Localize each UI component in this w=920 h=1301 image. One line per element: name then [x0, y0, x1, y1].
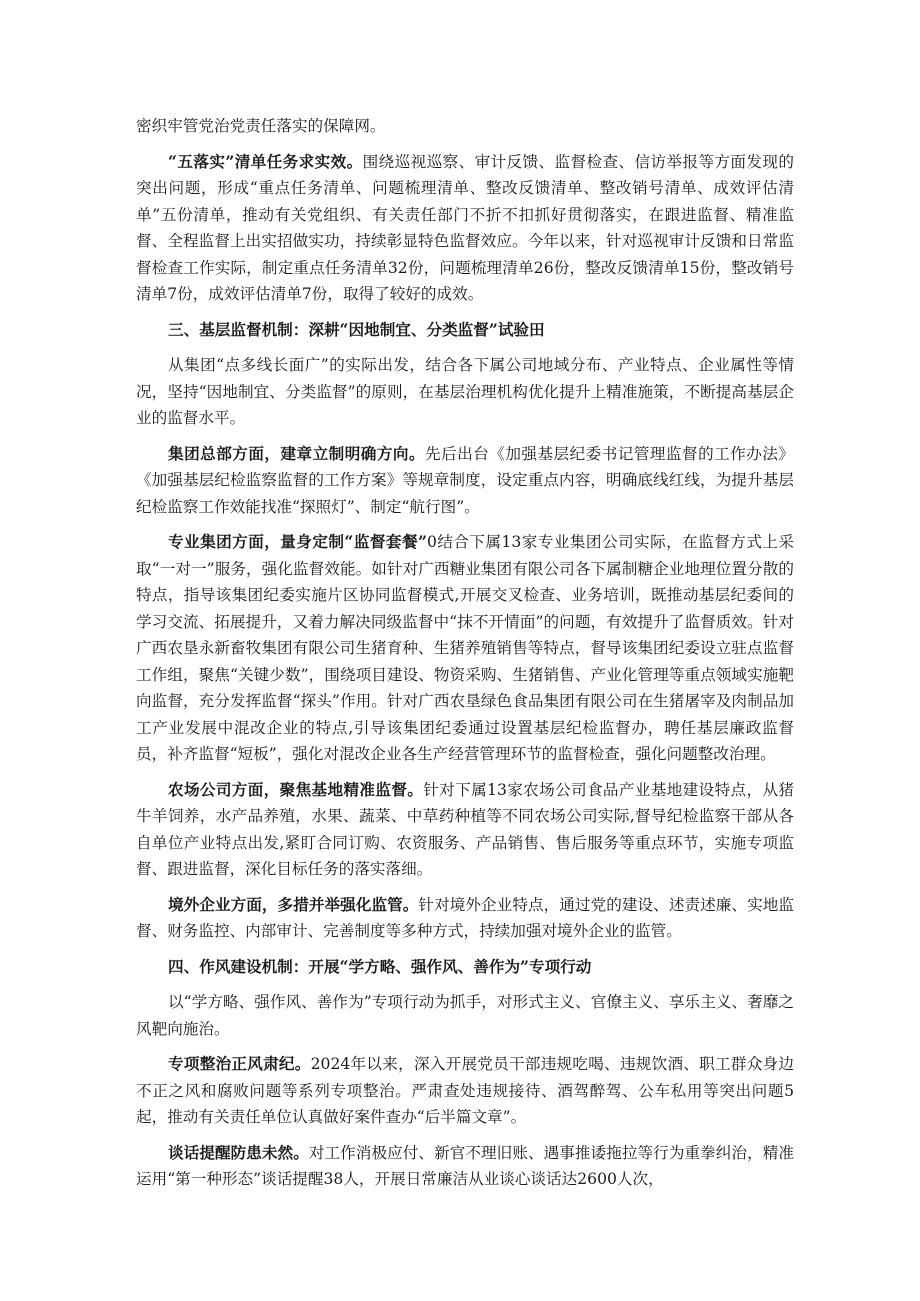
paragraph-body: 针对境外企业特点，通过党的建设、述责述廉、实地监督、财务监控、内部审计、完善制度等多种方式，持续加强对境外企业的监管。: [136, 895, 794, 940]
paragraph-lead: 集团总部方面，建章立制明确方向。: [168, 443, 426, 463]
paragraph-continuation: 密织牢管党治党责任落实的保障网。: [136, 117, 386, 135]
paragraph-lead: 专业集团方面，量身定制“监督套餐”: [168, 532, 427, 551]
paragraph-lead: 农场公司方面，聚焦基地精准监督。: [168, 779, 424, 799]
paragraph-overseas-enterprises: [136, 892, 794, 945]
paragraph-grassroots-intro: 从集团“点多线长面广”的实际出发，结合各下属公司地域分布、产业特点、企业属性等情况，坚持“因地制宜、分类监督”的原则，在基层治理机构优化提升上精准施策，不断提高基层企业的监督水平。: [136, 356, 794, 427]
paragraph-lead: 境外企业方面，多措并举强化监管。: [168, 894, 419, 914]
section-heading-4: 四、作风建设机制：开展“学方略、强作风、善作为”专项行动: [168, 956, 592, 976]
paragraph-professional-groups: [136, 529, 794, 768]
paragraph-body: 0结合下属13家专业集团公司实际，在监督方式上采取“一对一”服务，强化监督效能。如针对广西糖业集团有限公司各下属制糖企业地理位置分散的特点，指导该集团纪委实施片区协同监督模式,开展交叉检查、业务培训，既推动基层纪委间的学习交流、拓展提升，又着力解决同级监督中“抹不开情面”的问题，有效提升了监督质效。针对广西农垦永新畜牧集团有限公司生猪育种、生猪养殖销售等特点，督导该集团纪委设立驻点监督工作组，聚焦“关键少数”，围绕项目建设、物资采购、生猪销售、产业化管理等重点领域实施靶向监督，充分发挥监督“探头”作用。针对广西农垦绿色食品集团有限公司在生猪屠宰及肉制品加工产业发展中混改企业的特点,引导该集团纪委通过设置基层纪检监督办，聘任基层廉政监督员，补齐监督“短板”，强化对混改企业各生产经营管理环节的监督检查，强化问题整改治理。: [136, 533, 794, 763]
paragraph-body: 对工作消极应付、新官不理旧账、遇事推诿拖拉等行为重拳纠治，精准运用“第一种形态”谈话提醒38人，开展日常廉洁从业谈心谈话达2600人次，: [136, 1143, 794, 1188]
paragraph-headquarters: [136, 441, 794, 521]
section-heading-3: 三、基层监督机制：深耕“因地制宜、分类监督”试验田: [168, 319, 545, 339]
paragraph-five-implementations: [136, 149, 794, 308]
paragraph-lead: 专项整治正风肃纪。: [168, 1054, 311, 1073]
paragraph-body: 先后出台《加强基层纪委书记管理监督的工作办法》《加强基层纪检监察监督的工作方案》等规章制度，设定重点内容，明确底线红线，为提升基层纪检监察工作效能找准“探照灯”、制定“航行图”。: [136, 444, 794, 516]
paragraph-talk-reminders: [136, 1140, 794, 1193]
paragraph-work-style-intro: 以“学方略、强作风、善作为”专项行动为抓手，对形式主义、官僚主义、享乐主义、奢靡之风靶向施治。: [136, 993, 794, 1038]
paragraph-lead: “五落实”清单任务求实效。: [168, 151, 363, 171]
paragraph-body: 针对下属13家农场公司食品产业基地建设特点，从猪牛羊饲养，水产品养殖，水果、蔬菜、中草药种植等不同农场公司实际,督导纪检监察干部从各自单位产业特点出发,紧盯合同订购、农资服务、产品销售、售后服务等重点环节，实施专项监督、跟进监督，深化目标任务的落实落细。: [136, 780, 794, 878]
paragraph-special-rectification: [136, 1051, 794, 1131]
paragraph-body: 2024年以来，深入开展党员干部违规吃喝、违规饮酒、职工群众身边不正之风和腐败问题等系列专项整治。严肃查处违规接待、酒驾醉驾、公车私用等突出问题5起，推动有关责任单位认真做好案件查办“后半篇文章”。: [136, 1055, 794, 1126]
paragraph-farm-companies: [136, 777, 794, 883]
paragraph-body: 围绕巡视巡察、审计反馈、监督检查、信访举报等方面发现的突出问题，形成“重点任务清单、问题梳理清单、整改反馈清单、整改销号清单、成效评估清单”五份清单，推动有关党组织、有关责任部门不折不扣抓好贯彻落实，在跟进监督、精准监督、全程监督上出实招做实功，持续彰显特色监督效应。今年以来，针对巡视审计反馈和日常监督检查工作实际，制定重点任务清单32份，问题梳理清单26份，整改反馈清单15份，整改销号清单7份，成效评估清单7份，取得了较好的成效。: [136, 152, 794, 303]
paragraph-lead: 谈话提醒防患未然。: [168, 1142, 309, 1162]
document-page: [136, 113, 794, 1202]
